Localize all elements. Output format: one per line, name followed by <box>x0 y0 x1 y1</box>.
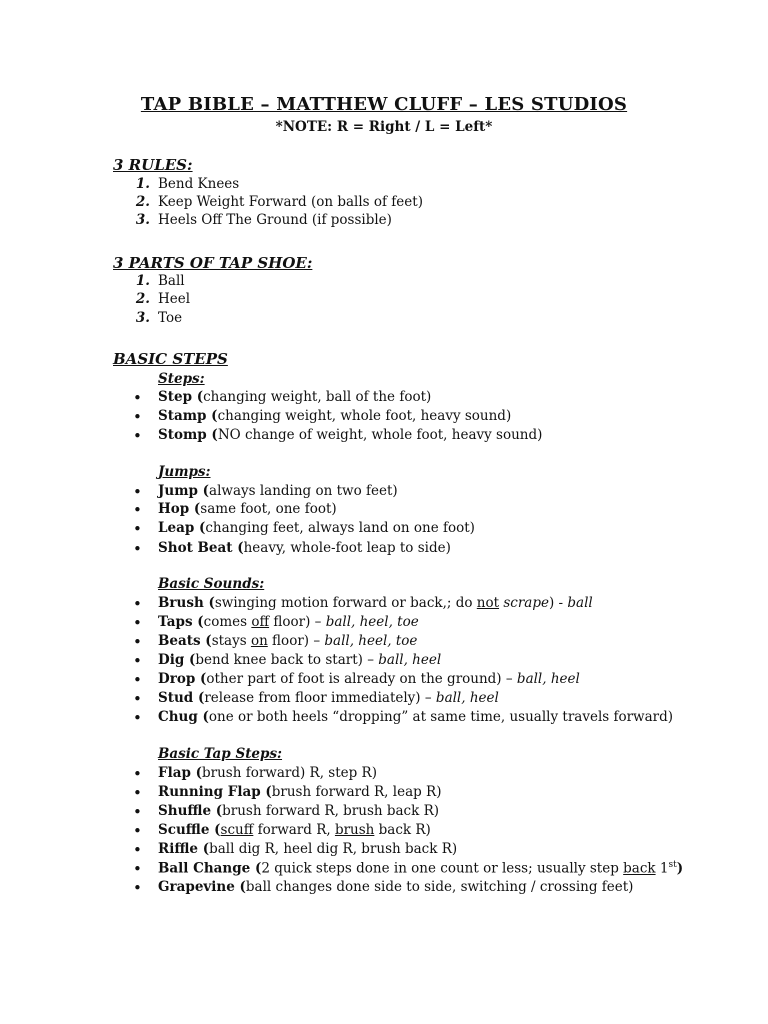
bullet: • <box>133 540 142 558</box>
term: Step <box>158 389 193 405</box>
sounds-subheading: Basic Sounds: <box>158 576 265 592</box>
term: Dig <box>158 652 185 668</box>
bullet: • <box>133 841 142 859</box>
sound-parts: ball, heel <box>435 690 499 706</box>
bullet: • <box>133 389 142 407</box>
bullet: • <box>133 690 142 708</box>
basic-steps-heading: BASIC STEPS <box>113 350 228 368</box>
bullet: • <box>133 408 142 426</box>
term: Taps <box>158 614 193 630</box>
term: Jump <box>158 483 198 499</box>
description: changing feet, always land on one foot) <box>205 520 475 536</box>
list-number: 3. <box>135 212 150 228</box>
sound-parts: ball, heel <box>516 671 580 687</box>
bullet: • <box>133 784 142 802</box>
bullet: • <box>133 860 142 878</box>
list-number: 3. <box>135 310 150 326</box>
document-page: TAP BIBLE – MATTHEW CLUFF – LES STUDIOS *NOTE: R = Right / L = Left* 3 RULES: 1. Bend Knees 2. Keep Weight Forward (on balls of feet) 3. Heels Off The Ground (if possible) 3 PARTS OF TAP SHOE: 1. Ball 2. Heel 3. Toe BASIC STEPS Steps: • Step (changing weight, ball of the foot) • Stamp (changing weight, whole foot, heavy sound) • Stomp (NO change of weight, whole foot, heavy sound) Jumps: • Jump (always landing on two feet) • Hop (same foot, one foot) • Leap (changing feet, always land on one foot) • Shot Beat (heavy, whole-foot leap to side) Basic Sounds: • Brush (swinging motion forward or back,; do not scrape) - ball • Taps (comes off floor) – ball, heel, toe • Beats (stays on floor) – ball, heel, toe • Dig (bend knee back to start) – ball, heel • Drop (other part of foot is already on the ground) – ball, heel • Stud (release from floor immediately) – ball, heel • Chug (one or both heels “dropping” at same time, usually travels forward) Basic Tap Steps: • Flap (brush forward) R, step R) • Running Flap (brush forward R, leap R) • Shuffle (brush forward R, brush back R) • Scuffle (scuff forward R, brush back R) • Riffle (ball dig R, heel dig R, brush back R) • Ball Change (2 quick steps done in one count or less; usually step back 1st) • Grapevine (ball changes done side to side, switching / crossing feet) <box>0 0 768 1024</box>
bullet: • <box>133 501 142 519</box>
term: Stud <box>158 690 194 706</box>
sound-parts: ball, heel, toe <box>325 614 419 630</box>
sound-parts: ball, heel, toe <box>324 633 418 649</box>
bullet: • <box>133 614 142 632</box>
term: Leap <box>158 520 195 536</box>
note-line: *NOTE: R = Right / L = Left* <box>275 119 493 135</box>
list-text: Ball <box>158 273 185 289</box>
sound-parts: ball <box>567 595 593 611</box>
term: Shot Beat <box>158 540 233 556</box>
tap-steps-subheading: Basic Tap Steps: <box>158 746 283 762</box>
term: Hop <box>158 501 190 517</box>
description: always landing on two feet) <box>209 483 398 499</box>
term: Flap <box>158 765 191 781</box>
description: changing weight, ball of the foot) <box>203 389 432 405</box>
bullet: • <box>133 803 142 821</box>
description: same foot, one foot) <box>200 501 337 517</box>
bullet: • <box>133 652 142 670</box>
bullet: • <box>133 879 142 897</box>
list-text: Heels Off The Ground (if possible) <box>158 212 392 228</box>
bullet: • <box>133 633 142 651</box>
description: NO change of weight, whole foot, heavy sound) <box>217 427 543 443</box>
term: Drop <box>158 671 196 687</box>
steps-subheading: Steps: <box>158 371 205 387</box>
bullet: • <box>133 595 142 613</box>
term: Beats <box>158 633 201 649</box>
description: changing weight, whole foot, heavy sound) <box>217 408 512 424</box>
bullet: • <box>133 765 142 783</box>
page-title: TAP BIBLE – MATTHEW CLUFF – LES STUDIOS <box>140 94 628 115</box>
term: Stomp <box>158 427 207 443</box>
term: Grapevine <box>158 879 235 895</box>
term: Chug <box>158 709 198 725</box>
list-text: Heel <box>158 291 191 307</box>
term: Riffle <box>158 841 199 857</box>
term: Brush <box>158 595 204 611</box>
bullet: • <box>133 427 142 445</box>
sound-parts: ball, heel <box>378 652 442 668</box>
bullet: • <box>133 671 142 689</box>
term: Shuffle <box>158 803 212 819</box>
term: Running Flap <box>158 784 261 800</box>
parts-heading: 3 PARTS OF TAP SHOE: <box>113 254 313 272</box>
list-text: Toe <box>158 310 183 326</box>
rules-heading: 3 RULES: <box>113 156 193 174</box>
term: Stamp <box>158 408 207 424</box>
list-number: 1. <box>135 273 150 289</box>
description: heavy, whole-foot leap to side) <box>243 540 451 556</box>
list-text: Keep Weight Forward (on balls of feet) <box>158 194 423 210</box>
bullet: • <box>133 709 142 727</box>
bullet: • <box>133 520 142 538</box>
list-text: Bend Knees <box>158 176 240 192</box>
jumps-subheading: Jumps: <box>158 464 211 480</box>
list-number: 1. <box>135 176 150 192</box>
list-number: 2. <box>135 194 150 210</box>
bullet: • <box>133 822 142 840</box>
term: Scuffle <box>158 822 210 838</box>
bullet: • <box>133 483 142 501</box>
term: Ball Change <box>158 860 251 877</box>
list-number: 2. <box>135 291 150 307</box>
